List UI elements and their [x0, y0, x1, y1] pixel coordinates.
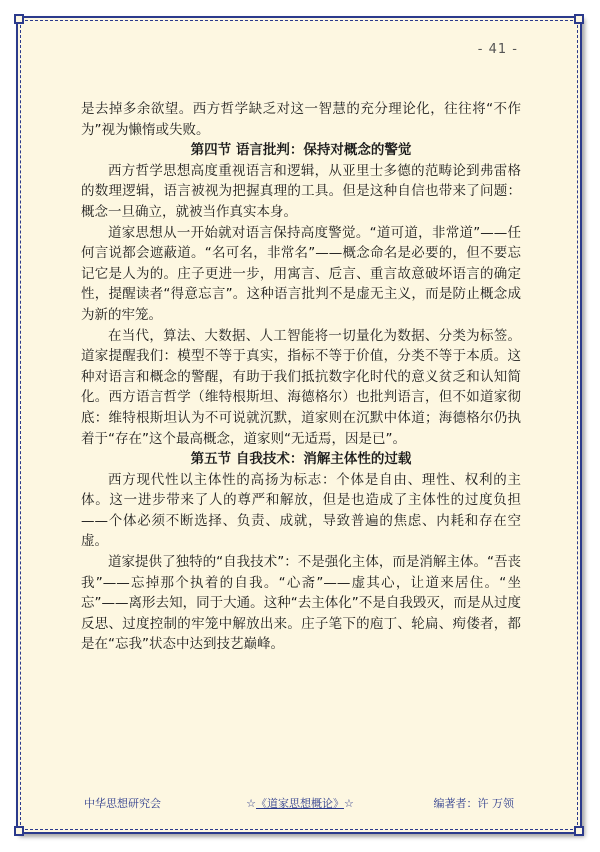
frame-corner-top-right [574, 14, 584, 24]
section-4-paragraph-1: 西方哲学思想高度重视语言和逻辑，从亚里士多德的范畴论到弗雷格的数理逻辑，语言被视为把握真理的工具。但是这种自信也带来了问题：概念一旦确立，就被当作真实本身。 [81, 162, 521, 220]
footer-organization: 中华思想研究会 [84, 797, 161, 810]
section-4-paragraph-3: 在当代，算法、大数据、人工智能将一切量化为数据、分类为标签。道家提醒我们：模型不等于真实，指标不等于价值，分类不等于本质。这种对语言和概念的警醒，有助于我们抵抗数字化时代的意义贫乏和认知简化。西方语言哲学（维特根斯坦、海德格尔）也批判语言，但不如道家彻底：维特根斯坦认为不可说就沉默，道家则在沉默中体道；海德格尔仍执着于“存在”这个最高概念，道家则“无适焉，因是已”。 [81, 327, 521, 447]
page-body [81, 99, 521, 655]
footer-star-right: ☆ [344, 797, 354, 810]
page-number: - 41 - [477, 42, 518, 57]
frame-corner-bottom-left [14, 826, 24, 836]
section-5-paragraph-2: 道家提供了独特的“自我技术”：不是强化主体，而是消解主体。“吾丧我”——忘掉那个执着的自我。“心斋”——虚其心，让道来居住。“坐忘”——离形去知，同于大通。这种“去主体化”不是自我毁灭，而是从过度反思、过度控制的牢笼中解放出来。庄子笔下的庖丁、轮扁、痀偻者，都是在“忘我”状态中达到技艺巅峰。 [81, 554, 521, 653]
intro-paragraph: 是去掉多余欲望。西方哲学缺乏对这一智慧的充分理论化，往往将“不作为”视为懒惰或失败。 [81, 101, 521, 138]
footer-author: 编著者：许 万领 [433, 797, 514, 810]
frame-corner-bottom-right [574, 826, 584, 836]
footer-star-left: ☆ [246, 797, 256, 810]
frame-corner-top-left [14, 14, 24, 24]
section-4-heading: 第四节 语言批判：保持对概念的警觉 [190, 142, 412, 159]
section-5-paragraph-1: 西方现代性以主体性的高扬为标志：个体是自由、理性、权利的主体。这一进步带来了人的尊严和解放，但是也造成了主体性的过度负担——个体必须不断选择、负责、成就，导致普遍的焦虑、内耗和存在空虚。 [81, 471, 521, 550]
footer-title-link[interactable]: 《道家思想概论》 [256, 797, 344, 810]
section-4-paragraph-2: 道家思想从一开始就对语言保持高度警觉。“道可道，非常道”——任何言说都会遮蔽道。“名可名，非常名”——概念命名是必要的，但不要忘记它是人为的。庄子更进一步，用寓言、卮言、重言故意破坏语言的确定性，提醒读者“得意忘言”。这种语言批判不是虚无主义，而是防止概念成为新的牢笼。 [81, 224, 521, 323]
section-5-heading: 第五节 自我技术：消解主体性的过载 [190, 451, 412, 468]
